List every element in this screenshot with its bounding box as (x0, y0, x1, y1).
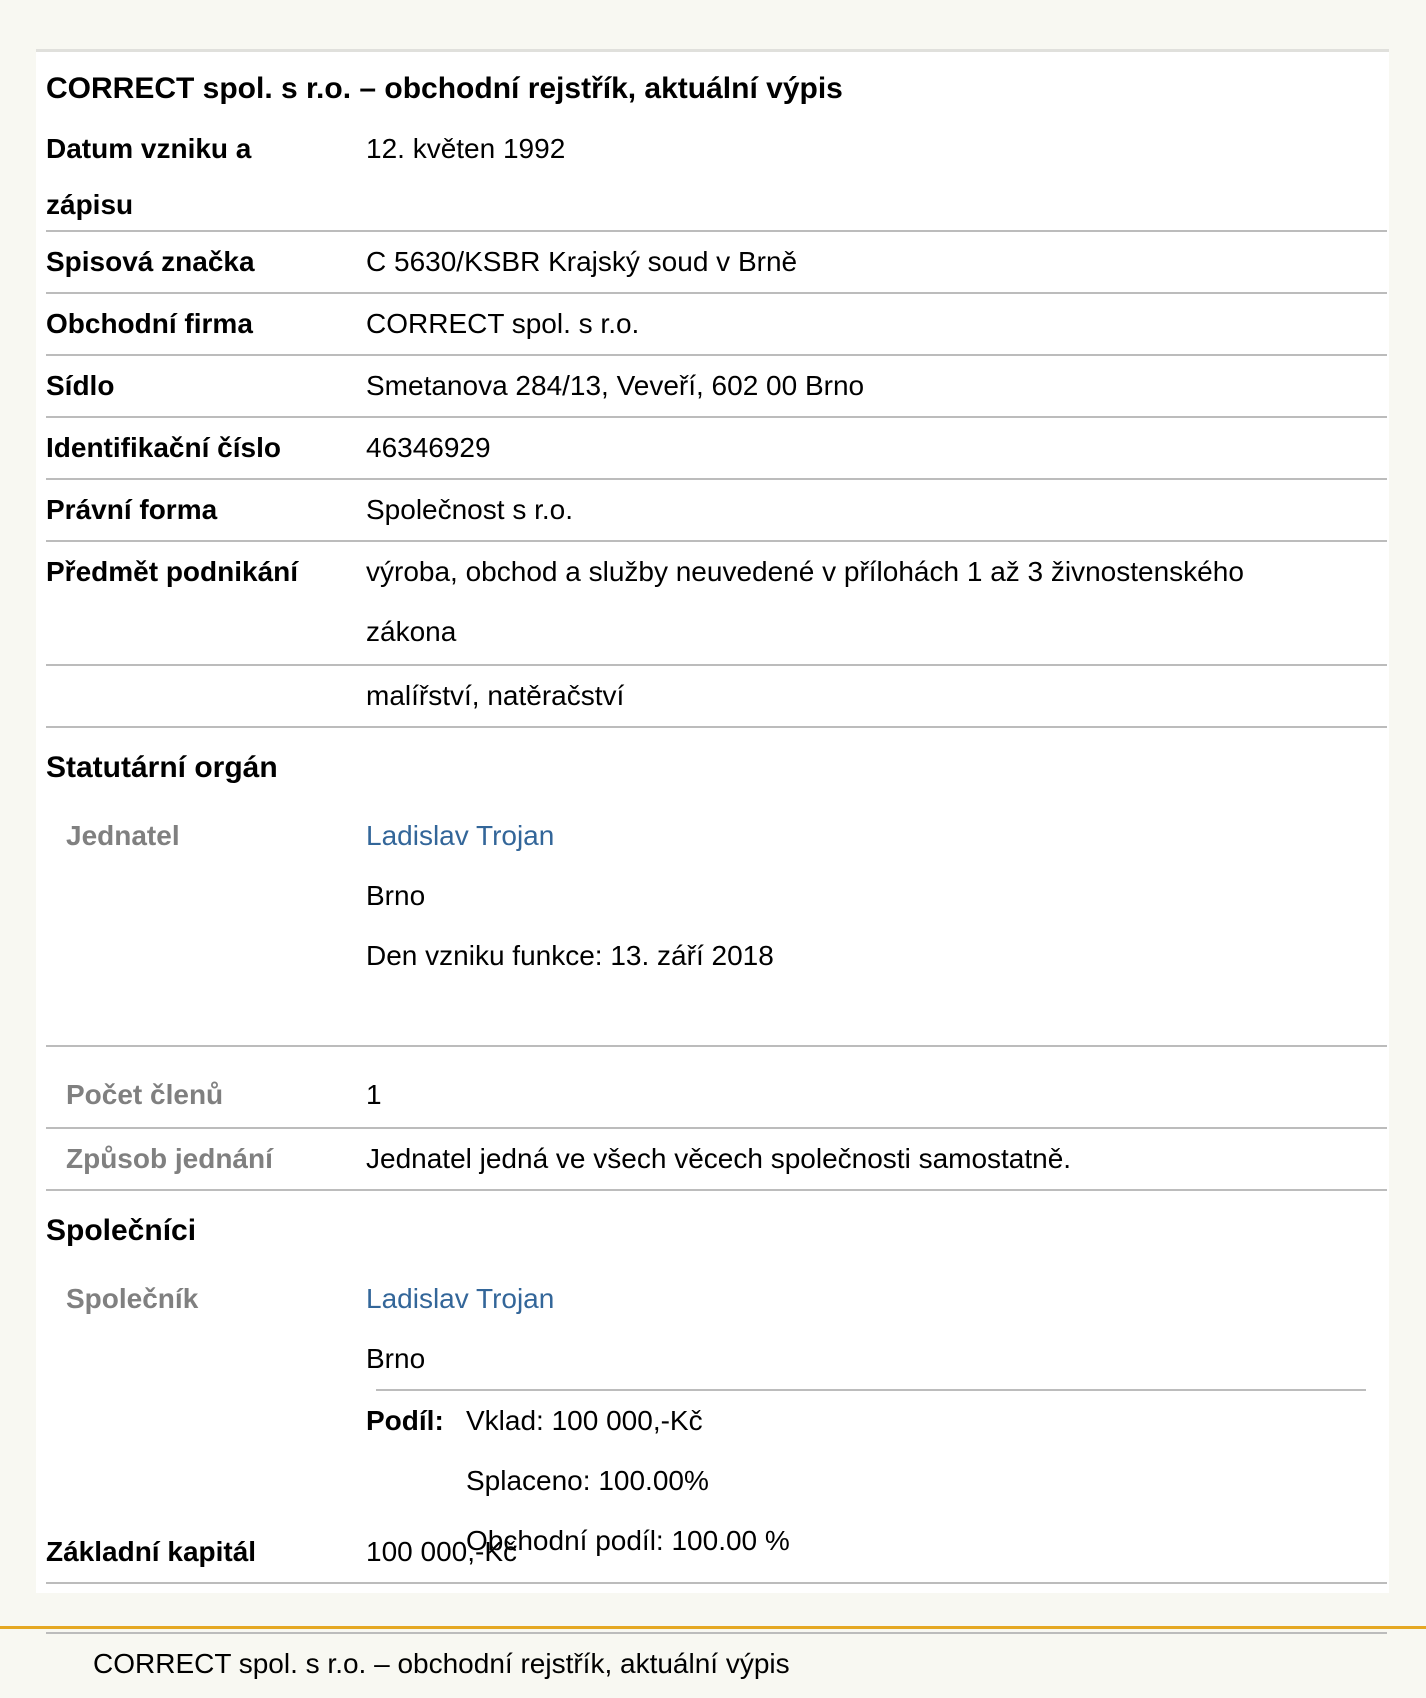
section-title-statutory: Statutární orgán (46, 751, 278, 784)
row-value: 46346929 (366, 432, 491, 463)
executive-name-link[interactable]: Ladislav Trojan (366, 820, 555, 851)
partner-name-link[interactable]: Ladislav Trojan (366, 1283, 555, 1314)
row-value: 12. květen 1992 (366, 133, 566, 164)
row-acting-mode (46, 1129, 1387, 1191)
registry-card (36, 49, 1389, 1593)
row-label: Základní kapitál (46, 1536, 257, 1567)
executive-city: Brno (366, 880, 426, 911)
row-label: Právní forma (46, 494, 218, 525)
row-value: 1 (366, 1079, 382, 1110)
row-label: Předmět podnikání (46, 556, 299, 587)
row-label: Počet členů (66, 1079, 224, 1110)
row-member-count (46, 1047, 1387, 1129)
row-label: Společník (66, 1283, 199, 1314)
row-label: Jednatel (66, 820, 180, 851)
row-company-name (46, 294, 1387, 356)
executive-since: Den vzniku funkce: 13. září 2018 (366, 940, 774, 971)
section-title-partners: Společníci (46, 1214, 197, 1247)
row-value: CORRECT spol. s r.o. (366, 308, 640, 339)
row-business-scope (46, 542, 1387, 666)
row-capital (46, 1522, 1387, 1584)
row-value: Smetanova 284/13, Veveří, 602 00 Brno (366, 370, 865, 401)
row-value: malířství, natěračství (366, 680, 625, 711)
footer (0, 1626, 1426, 1698)
row-label: Sídlo (46, 370, 115, 401)
row-business-scope-2 (46, 666, 1387, 728)
row-label: Spisová značka (46, 246, 255, 277)
row-label: zápisu (46, 189, 134, 220)
row-label: Identifikační číslo (46, 432, 281, 463)
row-address (46, 356, 1387, 418)
share-paid: Splaceno: 100.00% (466, 1465, 709, 1496)
row-value: 100 000,-Kč (366, 1536, 517, 1567)
row-value: výroba, obchod a služby neuvedené v přílohách 1 až 3 živnostenského (366, 556, 1244, 587)
footer-text: CORRECT spol. s r.o. – obchodní rejstřík, aktuální výpis (93, 1648, 790, 1679)
row-label: Datum vzniku a (46, 133, 252, 164)
share-deposit: Vklad: 100 000,-Kč (466, 1405, 703, 1436)
row-id-number (46, 418, 1387, 480)
page-title: CORRECT spol. s r.o. – obchodní rejstřík, aktuální výpis (46, 72, 843, 105)
row-founding-date (46, 119, 1387, 232)
row-value: zákona (366, 616, 457, 647)
row-value: Jednatel jedná ve všech věcech společnosti samostatně. (366, 1143, 1072, 1174)
row-legal-form (46, 480, 1387, 542)
row-executive (46, 792, 1387, 1047)
row-label: Způsob jednání (66, 1143, 273, 1174)
partner-city: Brno (366, 1343, 426, 1374)
share-business: Obchodní podíl: 100.00 % (466, 1525, 790, 1556)
share-label: Podíl: (366, 1405, 444, 1436)
row-file-number (46, 232, 1387, 294)
row-value: Společnost s r.o. (366, 494, 574, 525)
row-value: C 5630/KSBR Krajský soud v Brně (366, 246, 798, 277)
row-label: Obchodní firma (46, 308, 253, 339)
